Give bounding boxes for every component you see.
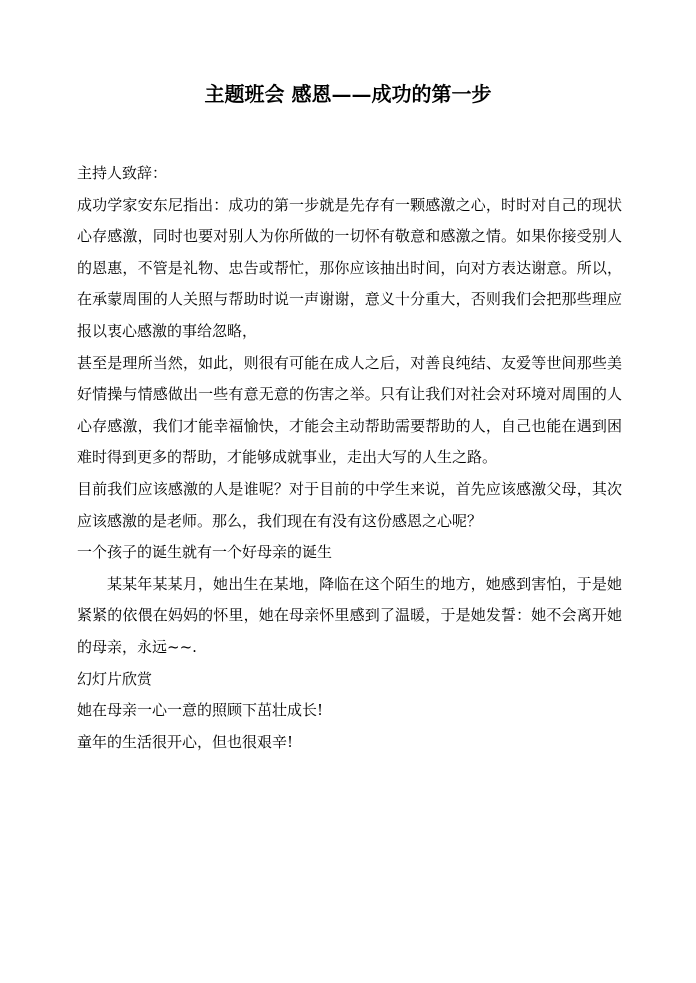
slide-caption-growth: 她在母亲一心一意的照顾下茁壮成长! [77,701,324,720]
paragraph-gratitude: 甚至是理所当然，如此，则很有可能在成人之后，对善良纯结、友爱等世间那些美好情操与情感做出一些有意无意的伤害之举。只有让我们对社会对环境对周围的人心存感激，我们才能幸福愉快，才能会主动帮助需要帮助的人，自己也能在遇到困难时得到更多的帮助，才能够成就事业，走出大写的人生之路。 [77,353,622,467]
paragraph-birth-story: 某某年某某月，她出生在某地，降临在这个陌生的地方，她感到害怕，于是她紧紧的依偎在妈妈的怀里，她在母亲怀里感到了温暖，于是她发誓：她不会离开她的母亲，永远~~. [77,574,622,656]
paragraph-success-quote: 成功学家安东尼指出：成功的第一步就是先存有一颗感激之心，时时对自己的现状心存感激，同时也要对别人为你所做的一切怀有敬意和感激之情。如果你接受别人的恩惠，不管是礼物、忠告或帮忙，那你应该抽出时间，向对方表达谢意。所以，在承蒙周围的人关照与帮助时说一声谢谢，意义十分重大，否则我们会把那些理应报以衷心感激的事给忽略， [77,195,622,340]
slideshow-label: 幻灯片欣赏 [77,669,153,688]
section-heading-mother: 一个孩子的诞生就有一个好母亲的诞生 [77,543,333,562]
host-intro-label: 主持人致辞： [77,164,168,182]
paragraph-who-to-thank: 目前我们应该感激的人是谁呢？对于目前的中学生来说，首先应该感激父母，其次应该感激的是老师。那么，我们现在有没有这份感恩之心呢？ [77,479,622,530]
document-body [77,158,622,758]
slide-caption-childhood: 童年的生活很开心，但也很艰辛! [77,732,294,751]
document-title: 主题班会 感恩——成功的第一步 [204,82,492,106]
